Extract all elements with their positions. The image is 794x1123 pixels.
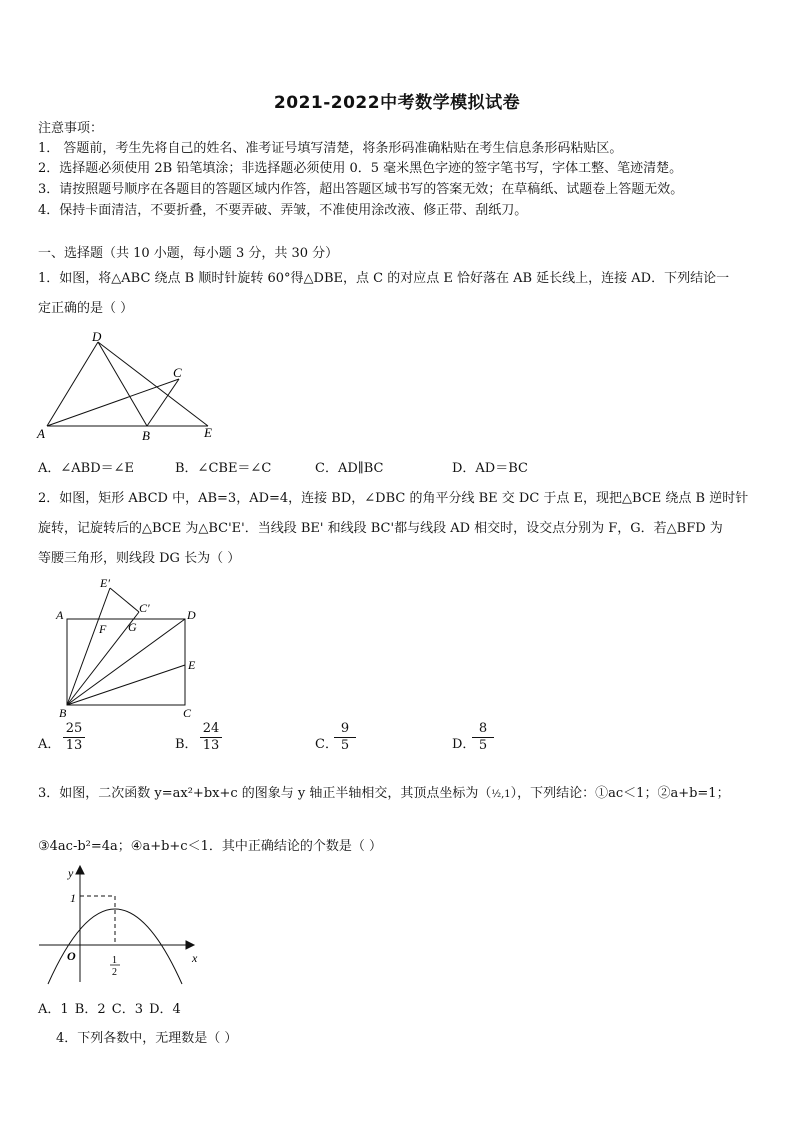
q2-option-a-num: 25 <box>63 721 85 738</box>
section-heading: 一、选择题（共 10 小题，每小题 3 分，共 30 分） <box>38 246 339 261</box>
q2-option-d-letter[interactable]: D． <box>452 737 476 752</box>
q1-label-e: E <box>204 425 212 440</box>
q2-option-c-den: 5 <box>340 738 350 753</box>
notice-item-3: 3．请按照题号顺序在各题目的答题区域内作答，超出答题区域书写的答案无效；在草稿纸、试题卷上答题无效。 <box>38 182 684 197</box>
q3-stem-line1 <box>38 785 730 804</box>
q1-label-c: C <box>173 365 182 380</box>
q2-figure <box>50 572 210 726</box>
q1-figure <box>34 328 224 447</box>
q3-stem-part2: ），下列结论：①ac＜1；②a+b=1； <box>510 786 730 801</box>
q3-label-half-den: 2 <box>112 967 117 978</box>
q1-label-b: B <box>142 428 150 443</box>
q2-stem-line1: 2．如图，矩形 ABCD 中，AB=3，AD=4，连接 BD，∠DBC 的角平分线 BE 交 DC 于点 E，现把△BCE 绕点 B 逆时针 <box>38 491 749 506</box>
notice-heading: 注意事项： <box>38 121 104 136</box>
q2-option-b-num: 24 <box>200 721 222 738</box>
notice-item-1: 1． 答题前，考生先将自己的姓名、准考证号填写清楚，将条形码准确粘贴在考生信息条形码粘贴区。 <box>38 141 623 156</box>
q2-label-c-prime: C′ <box>139 601 150 615</box>
q2-option-c-fraction[interactable] <box>334 721 356 754</box>
q2-label-g: G <box>128 620 137 634</box>
q2-option-c-num: 9 <box>334 721 356 738</box>
q4-stem-line1: 4．下列各数中，无理数是（ ） <box>56 1031 238 1046</box>
q2-stem-line2: 旋转，记旋转后的△BCE 为△BC'E'．当线段 BE' 和线段 BC'都与线段 AD 相交时，设交点分别为 F，G．若△BFD 为 <box>38 521 723 536</box>
q2-option-d-fraction[interactable] <box>472 721 494 754</box>
q3-figure <box>36 864 206 990</box>
q1-stem-line2: 定正确的是（ ） <box>38 301 134 316</box>
q3-label-half-num: 1 <box>112 955 117 966</box>
q3-stem-part1: 3．如图，二次函数 y=ax²+bx+c 的图象与 y 轴正半轴相交，其顶点坐标为（ <box>38 786 492 801</box>
q3-label-x: x <box>192 951 198 965</box>
q2-label-f: F <box>99 622 107 636</box>
q3-label-y: y <box>68 866 74 880</box>
q2-option-b-fraction[interactable] <box>200 721 222 754</box>
q2-label-d: D <box>187 608 196 622</box>
q2-option-d-num: 8 <box>472 721 494 738</box>
q2-option-a-den: 13 <box>65 738 83 753</box>
q3-vertex: ½,1 <box>491 789 511 800</box>
q1-option-b[interactable]: B．∠CBE＝∠C <box>175 461 272 476</box>
q2-option-a-fraction[interactable] <box>63 721 85 754</box>
q1-stem-line1: 1．如图，将△ABC 绕点 B 顺时针旋转 60°得△DBE，点 C 的对应点 E 恰好落在 AB 延长线上，连接 AD．下列结论一 <box>38 271 730 286</box>
q2-stem-line3: 等腰三角形，则线段 DG 长为（ ） <box>38 551 241 566</box>
q3-label-one: 1 <box>70 891 76 905</box>
q3-options[interactable]: A．1 B．2 C．3 D．4 <box>38 1002 181 1017</box>
notice-item-2: 2．选择题必须使用 2B 铅笔填涂；非选择题必须使用 0．5 毫米黑色字迹的签字笔书写，字体工整、笔迹清楚。 <box>38 161 683 176</box>
q2-label-e-prime: E′ <box>100 576 110 590</box>
q3-label-origin: O <box>67 949 76 963</box>
q1-option-c[interactable]: C．AD∥BC <box>315 461 384 476</box>
notice-item-4: 4．保持卡面清洁，不要折叠，不要弄破、弄皱，不准使用涂改液、修正带、刮纸刀。 <box>38 203 528 218</box>
q2-option-d-den: 5 <box>478 738 488 753</box>
q2-label-c: C <box>183 706 192 720</box>
q2-option-b-den: 13 <box>202 738 220 753</box>
q1-label-a: A <box>37 426 45 441</box>
page-title: 2021-2022中考数学模拟试卷 <box>273 93 521 113</box>
q2-label-b: B <box>59 706 67 720</box>
q2-option-b-letter[interactable]: B． <box>175 737 198 752</box>
q1-label-d: D <box>92 329 102 344</box>
q3-stem-line2: ③4ac-b²=4a；④a+b+c＜1．其中正确结论的个数是（ ） <box>38 839 382 854</box>
q2-label-e: E <box>188 658 196 672</box>
q1-option-a[interactable]: A．∠ABD＝∠E <box>38 461 135 476</box>
q2-label-a: A <box>56 608 64 622</box>
q1-option-d[interactable]: D．AD＝BC <box>452 461 528 476</box>
q2-option-c-letter[interactable]: C． <box>315 737 338 752</box>
q2-option-a-letter[interactable]: A． <box>38 737 61 752</box>
